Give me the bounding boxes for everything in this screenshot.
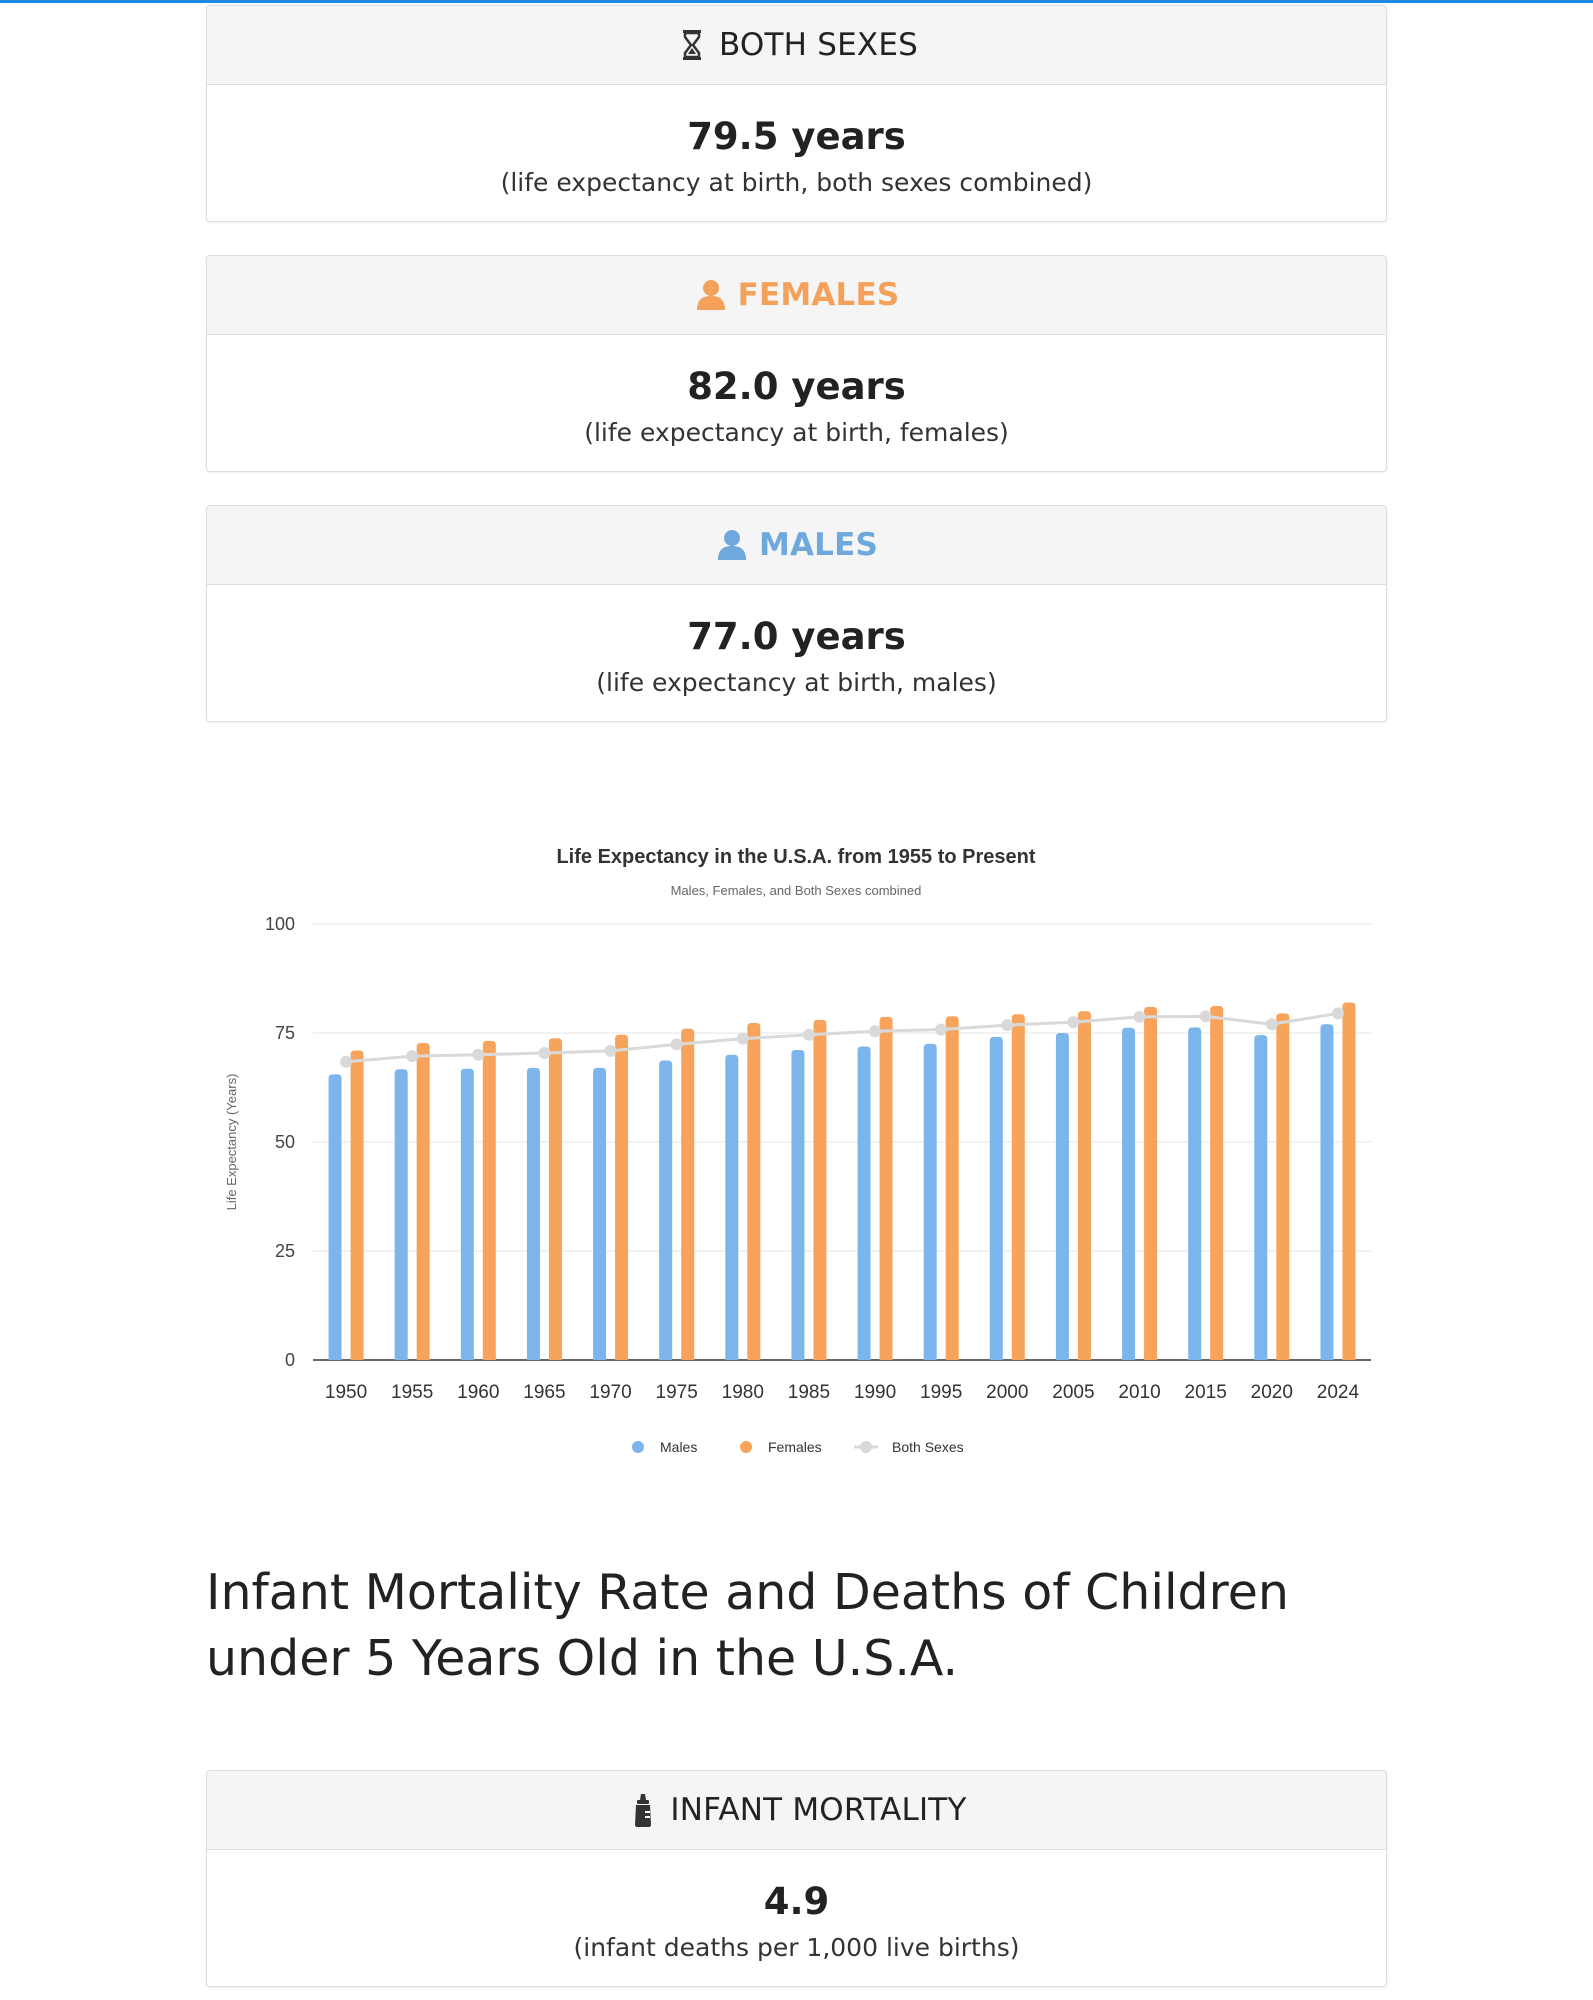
x-tick-label: 2000	[986, 1382, 1029, 1403]
both-sexes-point	[935, 1024, 947, 1036]
x-tick-label: 1980	[721, 1382, 764, 1403]
bar-females	[813, 1020, 826, 1360]
bar-males	[1320, 1024, 1333, 1360]
both-sexes-point	[803, 1029, 815, 1041]
both-sexes-point	[1200, 1010, 1212, 1022]
stat-value: 82.0 years	[687, 365, 906, 408]
y-tick-label: 50	[274, 1132, 295, 1152]
bar-females	[1276, 1013, 1289, 1360]
legend-symbol	[740, 1441, 752, 1453]
both-sexes-point	[406, 1050, 418, 1062]
bar-males	[461, 1069, 474, 1360]
y-axis-label: Life Expectancy (Years)	[224, 1073, 239, 1211]
x-tick-label: 1975	[655, 1382, 698, 1403]
bar-females	[417, 1043, 430, 1360]
stat-panel-infant-mortality	[206, 1770, 1387, 1987]
panel-heading	[207, 6, 1386, 85]
bar-males	[990, 1037, 1003, 1360]
x-tick-label: 2015	[1184, 1382, 1227, 1403]
bar-females	[1078, 1011, 1091, 1360]
male-user-icon	[715, 527, 749, 563]
x-tick-label: 1955	[391, 1382, 434, 1403]
x-tick-label: 1950	[324, 1382, 368, 1403]
both-sexes-point	[1067, 1016, 1079, 1028]
x-tick-label: 1995	[920, 1382, 963, 1403]
bar-females	[615, 1035, 628, 1360]
x-tick-label: 1960	[457, 1382, 500, 1403]
hourglass-icon	[675, 27, 709, 63]
bar-males	[1122, 1028, 1135, 1360]
baby-bottle-icon	[626, 1792, 660, 1828]
bar-males	[527, 1068, 540, 1360]
y-tick-label: 75	[274, 1023, 295, 1043]
bar-females	[1342, 1002, 1355, 1360]
x-tick-label: 2005	[1052, 1382, 1095, 1403]
y-tick-label: 25	[274, 1241, 295, 1261]
legend-symbol	[632, 1441, 644, 1453]
legend-symbol	[860, 1441, 872, 1453]
bar-females	[681, 1029, 694, 1360]
both-sexes-point	[1332, 1007, 1344, 1019]
both-sexes-point	[538, 1047, 550, 1059]
stat-caption: (infant deaths per 1,000 live births)	[573, 1933, 1020, 1962]
bar-males	[1056, 1033, 1069, 1360]
top-accent-bar	[0, 0, 1593, 3]
bar-females	[1144, 1007, 1157, 1360]
bar-males	[725, 1055, 738, 1360]
x-tick-label: 1970	[589, 1382, 632, 1403]
x-tick-label: 2020	[1250, 1382, 1293, 1403]
bar-females	[1210, 1006, 1223, 1360]
chart-legend	[632, 1439, 964, 1455]
panel-heading	[207, 506, 1386, 585]
stat-panel-both-sexes	[206, 5, 1387, 222]
stat-value: 79.5 years	[687, 115, 906, 158]
chart-subtitle: Males, Females, and Both Sexes combined	[670, 883, 922, 898]
life-expectancy-chart	[206, 835, 1396, 1475]
bar-females	[483, 1041, 496, 1360]
y-tick-label: 0	[284, 1350, 295, 1370]
bar-males	[329, 1074, 342, 1360]
both-sexes-point	[737, 1033, 749, 1045]
bar-females	[880, 1017, 893, 1360]
stat-panel-males	[206, 505, 1387, 722]
bar-males	[659, 1060, 672, 1360]
bar-females	[747, 1023, 760, 1360]
chart-title: Life Expectancy in the U.S.A. from 1955 to Present	[556, 846, 1036, 868]
x-tick-label: 2010	[1118, 1382, 1161, 1403]
legend-label: Both Sexes	[892, 1439, 964, 1455]
bar-males	[791, 1050, 804, 1360]
panel-heading	[207, 256, 1386, 335]
stat-caption: (life expectancy at birth, females)	[584, 418, 1009, 447]
bar-males	[1254, 1035, 1267, 1360]
bar-males	[924, 1044, 937, 1360]
x-tick-label: 1985	[787, 1382, 831, 1403]
x-tick-label: 1965	[523, 1382, 566, 1403]
panel-title: INFANT MORTALITY	[670, 1792, 967, 1828]
bar-females	[351, 1050, 364, 1360]
stat-value: 77.0 years	[687, 615, 906, 658]
both-sexes-point	[340, 1056, 352, 1068]
panel-title: MALES	[758, 527, 879, 563]
stat-caption: (life expectancy at birth, both sexes combined)	[500, 168, 1093, 197]
legend-item-females[interactable]	[740, 1439, 822, 1455]
y-tick-label: 100	[264, 914, 295, 934]
section-heading: Infant Mortality Rate and Deaths of Children under 5 Years Old in the U.S.A.	[206, 1564, 1289, 1687]
bar-males	[395, 1069, 408, 1360]
both-sexes-point	[1001, 1019, 1013, 1031]
bar-males	[593, 1068, 606, 1360]
stat-value: 4.9	[763, 1880, 830, 1923]
both-sexes-point	[605, 1045, 617, 1057]
bar-males	[858, 1047, 871, 1360]
legend-item-males[interactable]	[632, 1439, 697, 1455]
stat-caption: (life expectancy at birth, males)	[596, 668, 997, 697]
panel-title: BOTH SEXES	[719, 27, 918, 63]
both-sexes-point	[472, 1049, 484, 1061]
legend-item-both-sexes[interactable]	[854, 1439, 964, 1455]
both-sexes-point	[671, 1038, 683, 1050]
both-sexes-point	[1266, 1018, 1278, 1030]
bar-females	[946, 1016, 959, 1360]
panel-heading	[207, 1771, 1386, 1850]
x-tick-label: 2024	[1316, 1382, 1360, 1403]
bar-males	[1188, 1027, 1201, 1360]
panel-title: FEMALES	[737, 277, 900, 313]
both-sexes-point	[1134, 1011, 1146, 1023]
female-user-icon	[694, 277, 728, 313]
x-tick-label: 1990	[853, 1382, 897, 1403]
bar-females	[1012, 1014, 1025, 1360]
legend-label: Males	[660, 1439, 698, 1455]
both-sexes-point	[869, 1025, 881, 1037]
legend-label: Females	[768, 1439, 822, 1455]
bar-females	[549, 1038, 562, 1360]
stat-panel-females	[206, 255, 1387, 472]
